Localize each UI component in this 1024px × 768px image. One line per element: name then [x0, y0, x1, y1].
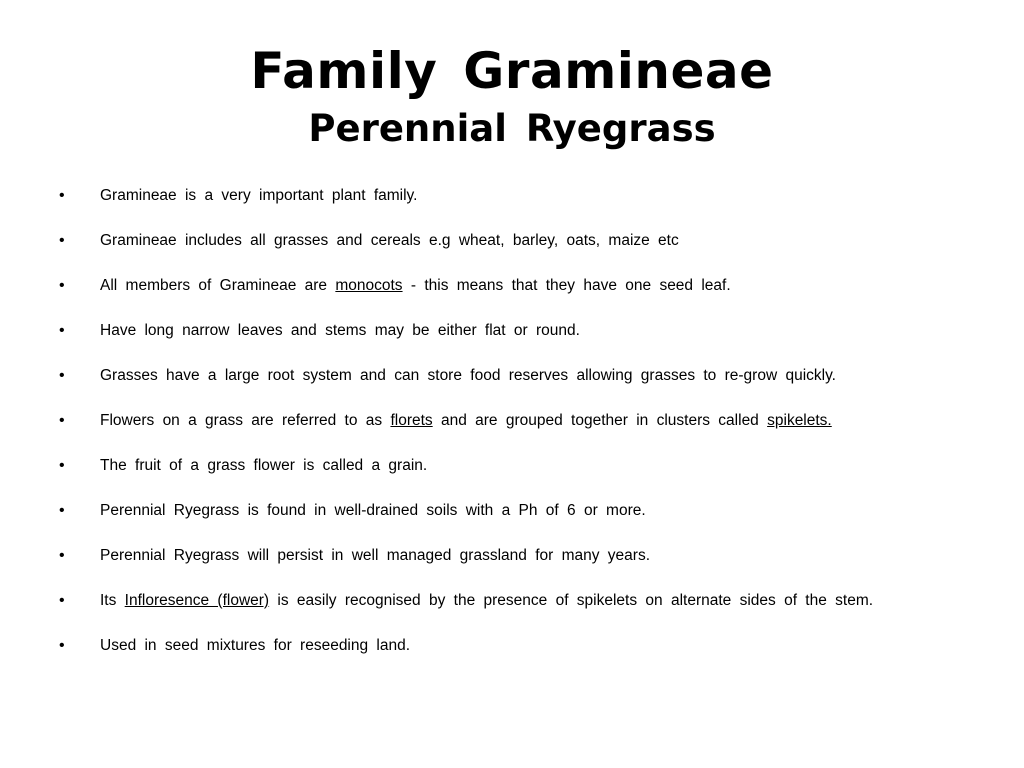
bullet-icon: •: [59, 637, 65, 654]
bullet-item: [0, 318, 1024, 363]
bullet-icon: •: [59, 367, 65, 384]
bullet-text-segment: Gramineae includes all grasses and cereals e.g wheat, barley, oats, maize etc: [100, 232, 679, 249]
bullet-icon: •: [59, 592, 65, 609]
bullet-text: [100, 633, 410, 659]
bullet-item: [0, 408, 1024, 453]
bullet-text-segment: Grasses have a large root system and can store food reserves allowing grasses to re-grow quickly.: [100, 367, 836, 384]
bullet-item: [0, 633, 1024, 678]
bullet-text-segment: Flowers on a grass are referred to as: [100, 412, 391, 429]
bullet-text-segment: is easily recognised by the presence of spikelets on alternate sides of the stem.: [269, 592, 874, 609]
bullet-icon: •: [59, 277, 65, 294]
bullet-item: [0, 588, 1024, 633]
bullet-list: [0, 183, 1024, 678]
bullet-text: [100, 408, 832, 434]
bullet-item: [0, 273, 1024, 318]
bullet-text: [100, 498, 646, 524]
bullet-icon: •: [59, 412, 65, 429]
bullet-text-segment: Used in seed mixtures for reseeding land.: [100, 637, 411, 654]
bullet-text-segment: Gramineae is a very important plant family.: [100, 187, 418, 204]
bullet-icon: •: [59, 457, 65, 474]
bullet-text: [100, 453, 427, 479]
bullet-text-segment: Perennial Ryegrass will persist in well managed grassland for many years.: [100, 547, 651, 564]
underlined-term-florets: florets: [390, 412, 433, 429]
bullet-icon: •: [59, 547, 65, 564]
bullet-icon: •: [59, 502, 65, 519]
bullet-text: [100, 363, 836, 389]
bullet-text: [100, 183, 417, 209]
bullet-item: [0, 363, 1024, 408]
bullet-item: [0, 498, 1024, 543]
bullet-text-segment: Its: [100, 592, 125, 609]
bullet-item: [0, 183, 1024, 228]
bullet-item: [0, 543, 1024, 588]
bullet-text-segment: All members of Gramineae are: [100, 277, 336, 294]
slide-title: Family Gramineae: [250, 42, 774, 100]
bullet-text: [100, 228, 679, 254]
bullet-text: [100, 588, 873, 614]
bullet-item: [0, 228, 1024, 273]
bullet-text: [100, 273, 731, 299]
bullet-item: [0, 453, 1024, 498]
underlined-term-infloresence: Infloresence (flower): [124, 592, 270, 609]
bullet-icon: •: [59, 232, 65, 249]
slide-subtitle: Perennial Ryegrass: [308, 107, 716, 150]
bullet-icon: •: [59, 322, 65, 339]
bullet-icon: •: [59, 187, 65, 204]
bullet-text-segment: - this means that they have one seed leaf.: [402, 277, 731, 294]
bullet-text-segment: and are grouped together in clusters called: [432, 412, 768, 429]
underlined-term-spikelets: spikelets.: [767, 412, 832, 429]
bullet-text-segment: The fruit of a grass flower is called a grain.: [100, 457, 428, 474]
bullet-text: [100, 543, 650, 569]
underlined-term-monocots: monocots: [335, 277, 403, 294]
bullet-text-segment: Perennial Ryegrass is found in well-drained soils with a Ph of 6 or more.: [100, 502, 646, 519]
bullet-text-segment: Have long narrow leaves and stems may be either flat or round.: [100, 322, 580, 339]
bullet-text: [100, 318, 580, 344]
